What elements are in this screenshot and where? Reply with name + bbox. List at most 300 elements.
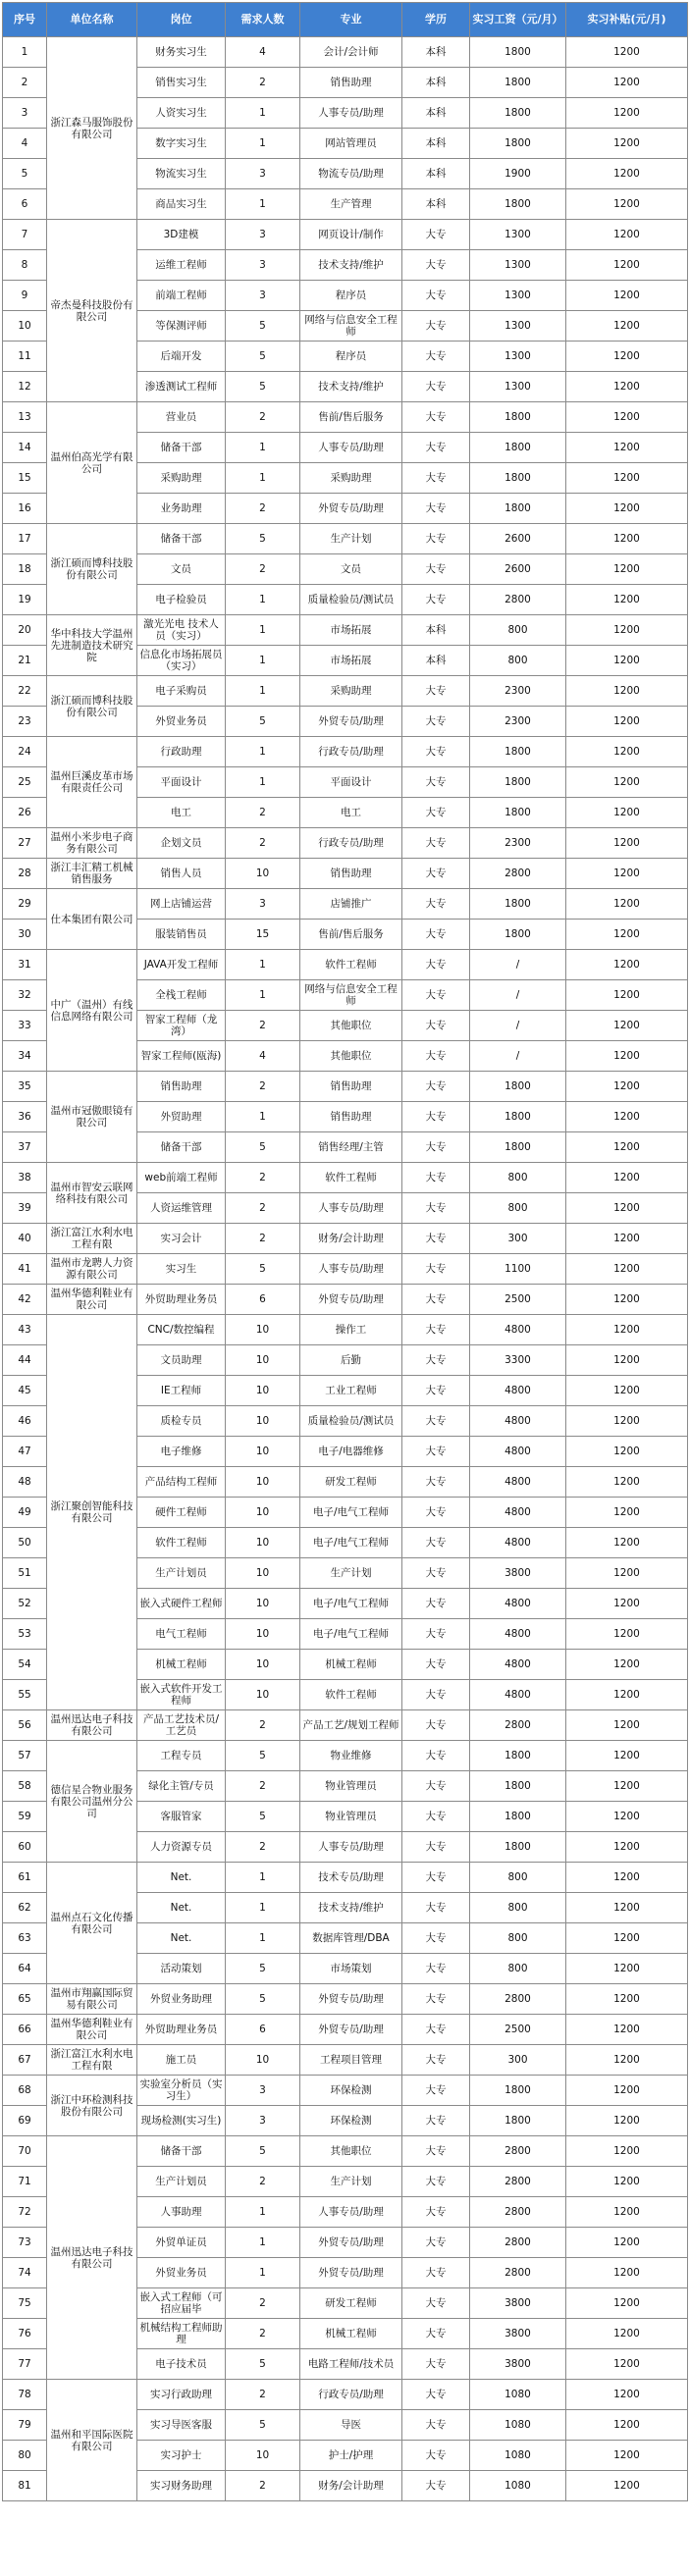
table-row (3, 737, 688, 767)
cell-education: 大专 (402, 2167, 470, 2197)
cell-intern-subsidy: 1200 (566, 585, 688, 615)
cell-position: 后端开发 (137, 342, 226, 372)
cell-index: 27 (3, 828, 47, 859)
cell-intern-salary: 1800 (470, 2076, 566, 2106)
cell-education: 大专 (402, 1558, 470, 1589)
cell-headcount: 1 (226, 189, 300, 220)
cell-intern-salary: 4800 (470, 1528, 566, 1558)
cell-headcount: 5 (226, 2136, 300, 2167)
table-row (3, 1315, 688, 1345)
cell-company: 浙江中环检测科技股份有限公司 (47, 2076, 137, 2136)
cell-index: 14 (3, 433, 47, 463)
cell-education: 本科 (402, 68, 470, 98)
cell-intern-salary: 1800 (470, 889, 566, 920)
cell-headcount: 4 (226, 1041, 300, 1072)
cell-intern-salary: 2800 (470, 2167, 566, 2197)
cell-index: 9 (3, 281, 47, 311)
cell-major: 财务/会计助理 (300, 2471, 402, 2501)
cell-intern-subsidy: 1200 (566, 1345, 688, 1376)
cell-intern-salary: 800 (470, 1193, 566, 1224)
cell-company: 中广（温州）有线信息网络有限公司 (47, 950, 137, 1072)
cell-position: 人力资源专员 (137, 1832, 226, 1863)
cell-major: 网站管理员 (300, 129, 402, 159)
cell-position: 企划文员 (137, 828, 226, 859)
cell-major: 人事专员/助理 (300, 98, 402, 129)
cell-intern-salary: 800 (470, 1163, 566, 1193)
cell-education: 大专 (402, 737, 470, 767)
cell-education: 大专 (402, 1345, 470, 1376)
cell-intern-salary: 1800 (470, 433, 566, 463)
cell-intern-salary: 2800 (470, 585, 566, 615)
cell-intern-salary: 1100 (470, 1254, 566, 1285)
cell-headcount: 5 (226, 1954, 300, 1984)
cell-index: 39 (3, 1193, 47, 1224)
cell-headcount: 6 (226, 2015, 300, 2045)
cell-education: 大专 (402, 1254, 470, 1285)
cell-intern-subsidy: 1200 (566, 1528, 688, 1558)
cell-education: 大专 (402, 1893, 470, 1923)
cell-position: 前端工程师 (137, 281, 226, 311)
cell-index: 38 (3, 1163, 47, 1193)
cell-education: 大专 (402, 1832, 470, 1863)
cell-index: 55 (3, 1680, 47, 1710)
cell-company: 温州迅达电子科技有限公司 (47, 2136, 137, 2380)
cell-education: 大专 (402, 2471, 470, 2501)
cell-position: 产品工艺技术员/工艺员 (137, 1710, 226, 1741)
table-row (3, 950, 688, 980)
cell-index: 18 (3, 554, 47, 585)
cell-position: Net. (137, 1923, 226, 1954)
cell-intern-salary: 2300 (470, 676, 566, 707)
cell-intern-subsidy: 1200 (566, 2349, 688, 2380)
header-major: 专业 (300, 3, 402, 37)
cell-intern-salary: 1800 (470, 1741, 566, 1771)
cell-position: 绿化主管/专员 (137, 1771, 226, 1802)
cell-headcount: 5 (226, 2410, 300, 2441)
cell-major: 人事专员/助理 (300, 433, 402, 463)
cell-intern-salary: 3800 (470, 1558, 566, 1589)
cell-intern-subsidy: 1200 (566, 2197, 688, 2228)
cell-position: 实习财务助理 (137, 2471, 226, 2501)
cell-index: 71 (3, 2167, 47, 2197)
cell-company: 温州市翔赢国际贸易有限公司 (47, 1984, 137, 2015)
cell-headcount: 2 (226, 494, 300, 524)
cell-headcount: 10 (226, 1619, 300, 1650)
cell-position: 实验室分析员（实习生） (137, 2076, 226, 2106)
cell-education: 大专 (402, 2197, 470, 2228)
cell-headcount: 10 (226, 1437, 300, 1467)
cell-major: 外贸专员/助理 (300, 1984, 402, 2015)
cell-index: 7 (3, 220, 47, 250)
cell-intern-salary: 2500 (470, 2015, 566, 2045)
cell-intern-subsidy: 1200 (566, 1132, 688, 1163)
cell-headcount: 5 (226, 2349, 300, 2380)
cell-intern-salary: 300 (470, 2045, 566, 2076)
cell-intern-subsidy: 1200 (566, 889, 688, 920)
cell-intern-salary: 1800 (470, 37, 566, 68)
cell-intern-subsidy: 1200 (566, 372, 688, 402)
cell-index: 67 (3, 2045, 47, 2076)
table-row (3, 1224, 688, 1254)
cell-headcount: 2 (226, 828, 300, 859)
cell-index: 21 (3, 646, 47, 676)
cell-index: 79 (3, 2410, 47, 2441)
cell-intern-subsidy: 1200 (566, 1254, 688, 1285)
cell-intern-subsidy: 1200 (566, 1376, 688, 1406)
table-row (3, 859, 688, 889)
cell-position: 全栈工程师 (137, 980, 226, 1011)
cell-index: 16 (3, 494, 47, 524)
cell-intern-salary: 4800 (470, 1650, 566, 1680)
cell-major: 操作工 (300, 1315, 402, 1345)
cell-position: 财务实习生 (137, 37, 226, 68)
cell-company: 德信星合物业服务有限公司温州分公司 (47, 1741, 137, 1863)
cell-intern-subsidy: 1200 (566, 68, 688, 98)
cell-headcount: 1 (226, 433, 300, 463)
cell-position: 外贸业务助理 (137, 1984, 226, 2015)
cell-major: 会计/会计师 (300, 37, 402, 68)
cell-index: 40 (3, 1224, 47, 1254)
cell-intern-salary: 1800 (470, 1832, 566, 1863)
cell-intern-subsidy: 1200 (566, 615, 688, 646)
cell-position: 销售人员 (137, 859, 226, 889)
cell-major: 财务/会计助理 (300, 1224, 402, 1254)
cell-education: 大专 (402, 1680, 470, 1710)
cell-intern-salary: 1800 (470, 402, 566, 433)
table-row (3, 1072, 688, 1102)
cell-headcount: 1 (226, 676, 300, 707)
cell-intern-salary: 300 (470, 1224, 566, 1254)
cell-headcount: 1 (226, 129, 300, 159)
cell-intern-subsidy: 1200 (566, 524, 688, 554)
cell-intern-subsidy: 1200 (566, 1558, 688, 1589)
cell-intern-salary: / (470, 1041, 566, 1072)
cell-index: 78 (3, 2380, 47, 2410)
cell-index: 42 (3, 1285, 47, 1315)
cell-index: 47 (3, 1437, 47, 1467)
cell-major: 售前/售后服务 (300, 402, 402, 433)
cell-intern-subsidy: 1200 (566, 189, 688, 220)
cell-headcount: 3 (226, 2076, 300, 2106)
cell-index: 73 (3, 2228, 47, 2258)
cell-education: 大专 (402, 767, 470, 798)
cell-headcount: 2 (226, 798, 300, 828)
cell-intern-subsidy: 1200 (566, 859, 688, 889)
cell-headcount: 10 (226, 1680, 300, 1710)
cell-intern-subsidy: 1200 (566, 220, 688, 250)
cell-intern-subsidy: 1200 (566, 1863, 688, 1893)
cell-index: 59 (3, 1802, 47, 1832)
cell-intern-subsidy: 1200 (566, 2380, 688, 2410)
header-education: 学历 (402, 3, 470, 37)
cell-index: 4 (3, 129, 47, 159)
cell-index: 72 (3, 2197, 47, 2228)
cell-intern-subsidy: 1200 (566, 463, 688, 494)
cell-intern-salary: 1080 (470, 2380, 566, 2410)
cell-education: 大专 (402, 281, 470, 311)
cell-major: 销售经理/主管 (300, 1132, 402, 1163)
cell-intern-subsidy: 1200 (566, 1923, 688, 1954)
cell-index: 65 (3, 1984, 47, 2015)
cell-major: 工程项目管理 (300, 2045, 402, 2076)
header-intern-subsidy: 实习补贴(元/月) (566, 3, 688, 37)
cell-position: 信息化市场拓展员（实习） (137, 646, 226, 676)
cell-education: 大专 (402, 554, 470, 585)
cell-intern-subsidy: 1200 (566, 342, 688, 372)
cell-education: 大专 (402, 828, 470, 859)
cell-headcount: 1 (226, 950, 300, 980)
cell-intern-salary: 1800 (470, 494, 566, 524)
cell-education: 大专 (402, 463, 470, 494)
cell-intern-subsidy: 1200 (566, 828, 688, 859)
cell-intern-subsidy: 1200 (566, 1285, 688, 1315)
cell-intern-subsidy: 1200 (566, 2136, 688, 2167)
cell-intern-salary: 1300 (470, 372, 566, 402)
cell-intern-subsidy: 1200 (566, 1984, 688, 2015)
cell-major: 机械工程师 (300, 1650, 402, 1680)
cell-position: 渗透测试工程师 (137, 372, 226, 402)
cell-major: 其他职位 (300, 1011, 402, 1041)
cell-intern-salary: 1800 (470, 98, 566, 129)
cell-intern-salary: 2800 (470, 2197, 566, 2228)
cell-education: 大专 (402, 1984, 470, 2015)
cell-index: 69 (3, 2106, 47, 2136)
cell-intern-salary: 1080 (470, 2410, 566, 2441)
cell-intern-subsidy: 1200 (566, 1437, 688, 1467)
cell-major: 技术专员/助理 (300, 1863, 402, 1893)
cell-education: 大专 (402, 402, 470, 433)
cell-intern-salary: 2800 (470, 2258, 566, 2288)
cell-intern-subsidy: 1200 (566, 2410, 688, 2441)
cell-headcount: 15 (226, 920, 300, 950)
cell-index: 5 (3, 159, 47, 189)
cell-headcount: 1 (226, 615, 300, 646)
cell-company: 浙江丰汇精工机械销售服务 (47, 859, 137, 889)
cell-major: 质量检验员/测试员 (300, 585, 402, 615)
cell-education: 大专 (402, 2076, 470, 2106)
table-row (3, 2380, 688, 2410)
cell-major: 电路工程师/技术员 (300, 2349, 402, 2380)
cell-position: 人资运维管理 (137, 1193, 226, 1224)
cell-intern-subsidy: 1200 (566, 1041, 688, 1072)
cell-intern-subsidy: 1200 (566, 1589, 688, 1619)
cell-company: 浙江硕而博科技股份有限公司 (47, 524, 137, 615)
cell-index: 77 (3, 2349, 47, 2380)
cell-major: 外贸专员/助理 (300, 707, 402, 737)
cell-education: 大专 (402, 342, 470, 372)
cell-intern-salary: 4800 (470, 1437, 566, 1467)
cell-intern-subsidy: 1200 (566, 980, 688, 1011)
cell-position: 外贸业务员 (137, 2258, 226, 2288)
cell-position: 智家工程师（龙湾） (137, 1011, 226, 1041)
cell-education: 大专 (402, 2380, 470, 2410)
cell-headcount: 5 (226, 707, 300, 737)
table-row (3, 1254, 688, 1285)
cell-headcount: 10 (226, 1498, 300, 1528)
cell-education: 本科 (402, 646, 470, 676)
cell-index: 76 (3, 2319, 47, 2349)
cell-position: 实习护士 (137, 2441, 226, 2471)
cell-headcount: 4 (226, 37, 300, 68)
cell-education: 大专 (402, 676, 470, 707)
cell-education: 大专 (402, 1437, 470, 1467)
cell-intern-salary: 1800 (470, 737, 566, 767)
cell-intern-salary: / (470, 950, 566, 980)
cell-headcount: 1 (226, 98, 300, 129)
cell-index: 52 (3, 1589, 47, 1619)
cell-headcount: 1 (226, 737, 300, 767)
cell-intern-subsidy: 1200 (566, 1102, 688, 1132)
cell-education: 大专 (402, 2136, 470, 2167)
cell-intern-subsidy: 1200 (566, 1224, 688, 1254)
cell-position: 电子检验员 (137, 585, 226, 615)
cell-intern-subsidy: 1200 (566, 2076, 688, 2106)
cell-index: 37 (3, 1132, 47, 1163)
cell-intern-salary: 2800 (470, 1710, 566, 1741)
cell-position: 营业员 (137, 402, 226, 433)
cell-headcount: 3 (226, 889, 300, 920)
cell-company: 浙江富江水利水电工程有限 (47, 2045, 137, 2076)
cell-intern-subsidy: 1200 (566, 1893, 688, 1923)
cell-position: 人事助理 (137, 2197, 226, 2228)
cell-intern-salary: 2500 (470, 1285, 566, 1315)
cell-major: 其他职位 (300, 1041, 402, 1072)
cell-intern-subsidy: 1200 (566, 920, 688, 950)
cell-major: 软件工程师 (300, 1163, 402, 1193)
cell-education: 大专 (402, 1102, 470, 1132)
table-row (3, 1710, 688, 1741)
cell-intern-subsidy: 1200 (566, 1832, 688, 1863)
cell-index: 24 (3, 737, 47, 767)
cell-position: 电子技术员 (137, 2349, 226, 2380)
cell-major: 平面设计 (300, 767, 402, 798)
cell-intern-subsidy: 1200 (566, 2228, 688, 2258)
recruitment-table (2, 2, 688, 2501)
cell-headcount: 1 (226, 646, 300, 676)
cell-index: 56 (3, 1710, 47, 1741)
cell-major: 物业管理员 (300, 1771, 402, 1802)
cell-intern-subsidy: 1200 (566, 98, 688, 129)
cell-major: 质量检验员/测试员 (300, 1406, 402, 1437)
cell-education: 大专 (402, 798, 470, 828)
cell-intern-salary: 1800 (470, 189, 566, 220)
cell-company: 温州和平国际医院有限公司 (47, 2380, 137, 2501)
cell-intern-subsidy: 1200 (566, 737, 688, 767)
cell-major: 采购助理 (300, 676, 402, 707)
cell-major: 软件工程师 (300, 950, 402, 980)
cell-education: 大专 (402, 1041, 470, 1072)
cell-education: 大专 (402, 1193, 470, 1224)
header-intern-salary: 实习工资（元/月） (470, 3, 566, 37)
cell-intern-subsidy: 1200 (566, 2258, 688, 2288)
cell-index: 62 (3, 1893, 47, 1923)
cell-company: 温州华德利鞋业有限公司 (47, 1285, 137, 1315)
cell-intern-salary: 3800 (470, 2349, 566, 2380)
cell-index: 50 (3, 1528, 47, 1558)
cell-education: 大专 (402, 2015, 470, 2045)
cell-intern-subsidy: 1200 (566, 37, 688, 68)
cell-intern-subsidy: 1200 (566, 2471, 688, 2501)
cell-major: 技术支持/维护 (300, 250, 402, 281)
cell-index: 1 (3, 37, 47, 68)
cell-headcount: 2 (226, 2319, 300, 2349)
cell-position: 3D建模 (137, 220, 226, 250)
cell-major: 店铺推广 (300, 889, 402, 920)
cell-company: 温州市冠傲眼镜有限公司 (47, 1072, 137, 1163)
cell-index: 32 (3, 980, 47, 1011)
cell-company: 帝杰曼科技股份有限公司 (47, 220, 137, 402)
cell-major: 护士/护理 (300, 2441, 402, 2471)
cell-headcount: 1 (226, 1102, 300, 1132)
cell-headcount: 3 (226, 250, 300, 281)
cell-company: 温州点石文化传播有限公司 (47, 1863, 137, 1984)
cell-index: 22 (3, 676, 47, 707)
cell-index: 49 (3, 1498, 47, 1528)
cell-intern-salary: / (470, 980, 566, 1011)
cell-major: 市场拓展 (300, 646, 402, 676)
cell-headcount: 2 (226, 68, 300, 98)
header-headcount: 需求人数 (226, 3, 300, 37)
cell-education: 大专 (402, 1285, 470, 1315)
cell-intern-salary: 2300 (470, 828, 566, 859)
cell-headcount: 2 (226, 1193, 300, 1224)
cell-intern-salary: 4800 (470, 1680, 566, 1710)
cell-index: 68 (3, 2076, 47, 2106)
cell-education: 大专 (402, 889, 470, 920)
cell-intern-subsidy: 1200 (566, 1771, 688, 1802)
cell-major: 生产计划 (300, 524, 402, 554)
cell-intern-subsidy: 1200 (566, 281, 688, 311)
cell-index: 12 (3, 372, 47, 402)
cell-headcount: 5 (226, 342, 300, 372)
cell-intern-subsidy: 1200 (566, 433, 688, 463)
cell-major: 外贸专员/助理 (300, 494, 402, 524)
cell-major: 其他职位 (300, 2136, 402, 2167)
cell-company: 温州市智安云联网络科技有限公司 (47, 1163, 137, 1224)
cell-company: 浙江硕而博科技股份有限公司 (47, 676, 137, 737)
cell-position: 储备干部 (137, 1132, 226, 1163)
cell-position: 销售实习生 (137, 68, 226, 98)
cell-education: 大专 (402, 1163, 470, 1193)
cell-position: 储备干部 (137, 524, 226, 554)
cell-position: 现场检测(实习生) (137, 2106, 226, 2136)
table-row (3, 1741, 688, 1771)
cell-intern-salary: 3800 (470, 2288, 566, 2319)
cell-position: 实习行政助理 (137, 2380, 226, 2410)
cell-index: 8 (3, 250, 47, 281)
cell-major: 环保检测 (300, 2106, 402, 2136)
cell-intern-subsidy: 1200 (566, 2106, 688, 2136)
cell-education: 大专 (402, 1132, 470, 1163)
cell-intern-salary: 800 (470, 1863, 566, 1893)
cell-education: 本科 (402, 37, 470, 68)
cell-intern-salary: 1800 (470, 1132, 566, 1163)
cell-intern-salary: 1080 (470, 2471, 566, 2501)
cell-education: 大专 (402, 2288, 470, 2319)
cell-headcount: 2 (226, 2380, 300, 2410)
cell-headcount: 5 (226, 524, 300, 554)
cell-headcount: 5 (226, 311, 300, 342)
cell-index: 23 (3, 707, 47, 737)
cell-intern-salary: 1800 (470, 129, 566, 159)
cell-education: 大专 (402, 2258, 470, 2288)
cell-major: 程序员 (300, 342, 402, 372)
cell-education: 大专 (402, 1954, 470, 1984)
cell-intern-salary: 4800 (470, 1467, 566, 1498)
cell-index: 74 (3, 2258, 47, 2288)
cell-headcount: 1 (226, 2228, 300, 2258)
cell-major: 电子/电气工程师 (300, 1498, 402, 1528)
